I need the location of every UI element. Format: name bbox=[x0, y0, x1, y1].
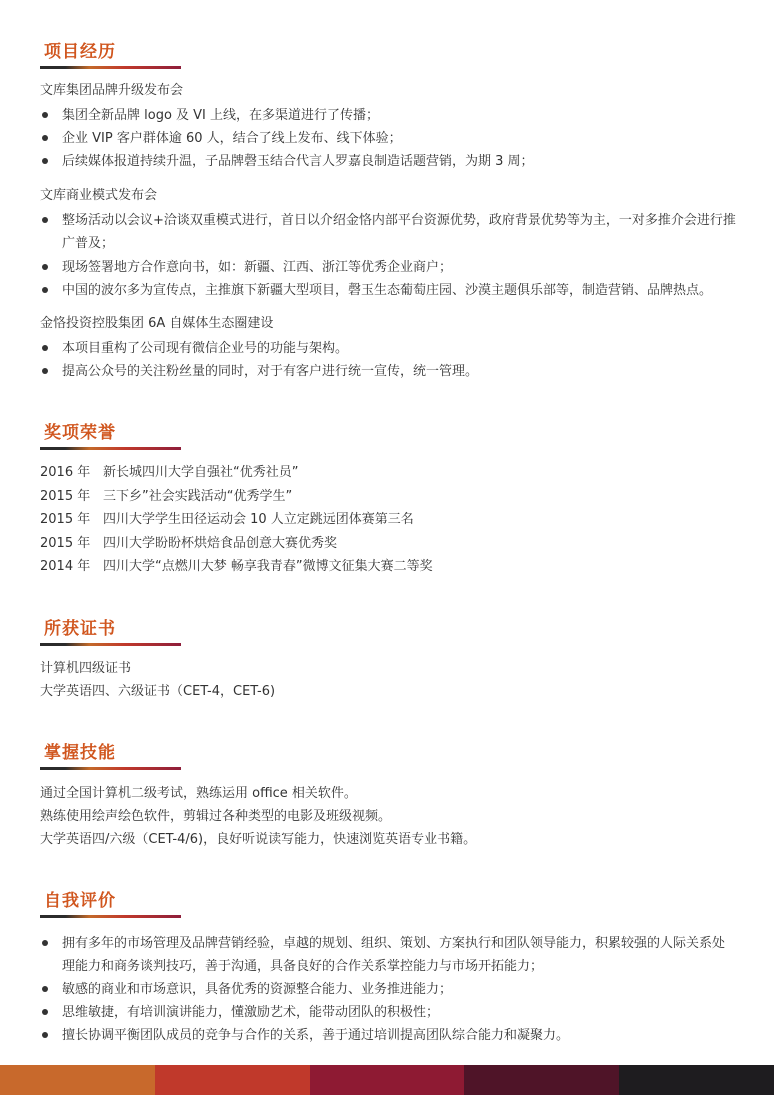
bullet-icon bbox=[42, 112, 48, 118]
footer-band-segment bbox=[310, 1065, 465, 1095]
bullet-icon bbox=[42, 940, 48, 946]
award-year: 2014 年 bbox=[40, 559, 91, 574]
section-title-projects: 项目经历 bbox=[44, 42, 116, 62]
award-text: 三下乡”社会实践活动“优秀学生” bbox=[103, 489, 293, 504]
award-year: 2016 年 bbox=[40, 465, 91, 480]
bullet-icon bbox=[42, 986, 48, 992]
bullet-icon bbox=[42, 158, 48, 164]
award-row bbox=[40, 463, 298, 483]
section-title-skills: 掌握技能 bbox=[44, 743, 116, 763]
section-title-awards: 奖项荣誉 bbox=[44, 423, 116, 443]
bullet-icon bbox=[42, 368, 48, 374]
section-underline bbox=[40, 643, 181, 646]
award-row bbox=[40, 557, 433, 577]
section-title-self-evaluation: 自我评价 bbox=[44, 891, 116, 911]
skill-item: 大学英语四/六级（CET-4/6)，良好听说读写能力，快速浏览英语专业书籍。 bbox=[40, 832, 477, 847]
section-underline bbox=[40, 447, 181, 450]
bullet-icon bbox=[42, 264, 48, 270]
award-text: 四川大学“点燃川大梦 畅享我青春”微博文征集大赛二等奖 bbox=[103, 559, 433, 574]
award-text: 四川大学学生田径运动会 10 人立定跳远团体赛第三名 bbox=[103, 512, 414, 527]
award-text: 新长城四川大学自强社“优秀社员” bbox=[103, 465, 299, 480]
skill-item: 通过全国计算机二级考试，熟练运用 office 相关软件。 bbox=[40, 786, 357, 801]
footer-band-segment bbox=[464, 1065, 619, 1095]
footer-band-segment bbox=[619, 1065, 774, 1095]
certificate-item: 大学英语四、六级证书（CET-4，CET-6) bbox=[40, 684, 276, 699]
footer-color-band bbox=[0, 1065, 774, 1095]
project-heading: 文库集团品牌升级发布会 bbox=[40, 83, 184, 98]
award-row bbox=[40, 510, 414, 530]
award-year: 2015 年 bbox=[40, 489, 91, 504]
award-year: 2015 年 bbox=[40, 536, 91, 551]
award-row bbox=[40, 487, 292, 507]
skill-item: 熟练使用绘声绘色软件，剪辑过各种类型的电影及班级视频。 bbox=[40, 809, 392, 824]
award-text: 四川大学盼盼杯烘焙食品创意大赛优秀奖 bbox=[103, 536, 338, 551]
project-heading: 文库商业模式发布会 bbox=[40, 188, 158, 203]
bullet-icon bbox=[42, 135, 48, 141]
section-underline bbox=[40, 915, 181, 918]
footer-band-segment bbox=[155, 1065, 310, 1095]
project-heading: 金恪投资控股集团 6A 自媒体生态圈建设 bbox=[40, 316, 274, 331]
section-underline bbox=[40, 66, 181, 69]
bullet-icon bbox=[42, 1009, 48, 1015]
bullet-icon bbox=[42, 345, 48, 351]
certificate-item: 计算机四级证书 bbox=[40, 661, 132, 676]
section-title-certificates: 所获证书 bbox=[44, 619, 116, 639]
footer-band-segment bbox=[0, 1065, 155, 1095]
award-year: 2015 年 bbox=[40, 512, 91, 527]
bullet-icon bbox=[42, 217, 48, 223]
bullet-icon bbox=[42, 287, 48, 293]
award-row bbox=[40, 534, 337, 554]
bullet-icon bbox=[42, 1032, 48, 1038]
section-underline bbox=[40, 767, 181, 770]
